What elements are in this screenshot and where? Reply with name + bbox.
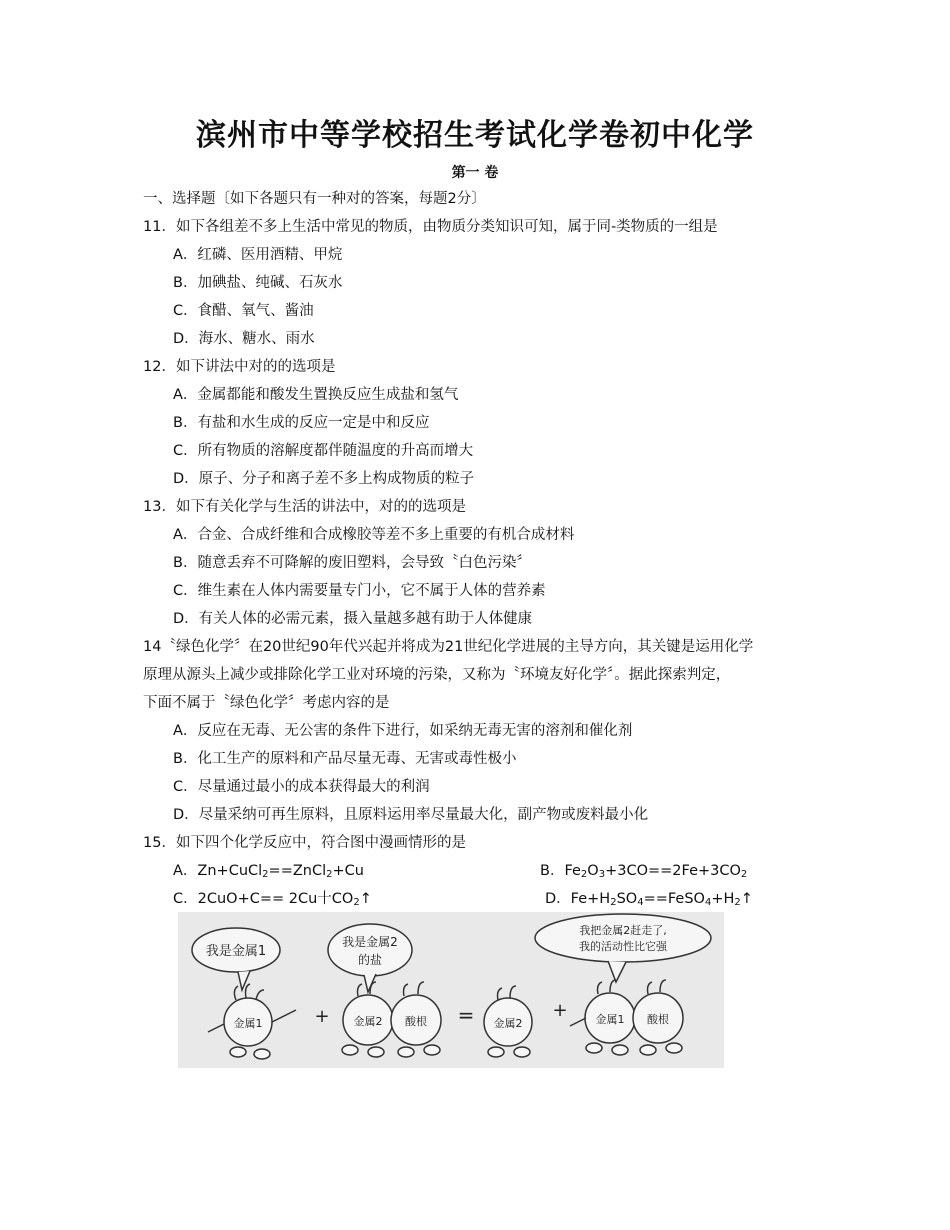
question-11-option-d: D．海水、糖水、雨水 [173, 331, 315, 347]
question-15-option-a: A．Zn+CuCl$_2$==ZnCl$_2$+Cu [173, 863, 364, 880]
question-14-stem-line: 原理从源头上减少或排除化学工业对环境的污染，又称为〝环境友好化学〞。据此探索判定， [143, 667, 731, 683]
question-14-option-a: A．反应在无毒、无公害的条件下进行，如采纳无毒无害的溶剂和催化剂 [173, 723, 633, 739]
character-label: 金属1 [233, 1017, 263, 1030]
bubble-2-text: 的盐 [357, 953, 383, 967]
question-13-stem: 13．如下有关化学与生活的讲法中，对的的选项是 [143, 499, 466, 515]
question-15-stem: 15．如下四个化学反应中，符合图中漫画情形的是 [143, 835, 466, 851]
question-12-option-d: D．原子、分子和离子差不多上构成物质的粒子 [173, 471, 475, 487]
question-14-stem-line: 14〝绿色化学〞在20世纪90年代兴起并将成为21世纪化学进展的主导方向，其关键是运用化学 [143, 639, 754, 655]
question-12-option-a: A．金属都能和酸发生置换反应生成盐和氢气 [173, 387, 459, 403]
question-12-option-b: B．有盐和水生成的反应一定是中和反应 [173, 415, 430, 431]
question-11-option-a: A．红磷、医用酒精、甲烷 [173, 247, 343, 263]
bubble-3-text: 我的活动性比它强 [579, 940, 667, 953]
character-label: 金属2 [493, 1017, 523, 1030]
volume-heading: 第一 卷 [451, 165, 499, 181]
character-label: 酸根 [405, 1015, 427, 1028]
question-11-option-c: C．食醋、氧气、酱油 [173, 303, 314, 319]
question-14-option-c: C．尽量通过最小的成本获得最大的利润 [173, 779, 430, 795]
reaction-cartoon [178, 912, 724, 1068]
question-15-option-b: B．$Fe_2O_3+3CO==2Fe+3CO_2$ [540, 863, 748, 880]
equals-sign: = [457, 1003, 475, 1027]
character-label: 金属1 [595, 1013, 625, 1026]
question-15-option-c: C．2CuO+C== 2Cu十$CO_2↑$ [173, 891, 372, 908]
question-14-stem-line: 下面不属于〝绿色化学〞考虑内容的是 [143, 695, 390, 711]
page-title: 滨州市中等学校招生考试化学卷初中化学 [196, 118, 754, 153]
bubble-3-text: 我把金属2赶走了, [579, 924, 667, 937]
question-11-stem: 11．如下各组差不多上生活中常见的物质，由物质分类知识可知，属于同-类物质的一组是 [143, 219, 718, 235]
character-label: 金属2 [353, 1015, 383, 1028]
plus-sign: + [314, 1006, 330, 1027]
section-heading: 一、选择题〔如下各题只有一种对的答案，每题2分〕 [143, 191, 486, 207]
question-15-option-d: D．$Fe+H_2SO_4==FeSO_4+H_2↑$ [545, 891, 753, 908]
question-13-option-a: A．合金、合成纤维和合成橡胶等差不多上重要的有机合成材料 [173, 527, 575, 543]
character-label: 酸根 [647, 1013, 669, 1026]
bubble-1-text: 我是金属1 [205, 944, 267, 959]
question-12-option-c: C．所有物质的溶解度都伴随温度的升高而增大 [173, 443, 474, 459]
question-14-option-b: B．化工生产的原料和产品尽量无毒、无害或毒性极小 [173, 751, 517, 767]
question-13-option-d: D．有关人体的必需元素，摄入量越多越有助于人体健康 [173, 611, 533, 627]
question-11-option-b: B．加碘盐、纯碱、石灰水 [173, 275, 343, 291]
question-13-option-c: C．维生素在人体内需要量专门小，它不属于人体的营养素 [173, 583, 546, 599]
plus-sign: + [552, 1000, 568, 1021]
question-12-stem: 12．如下讲法中对的的选项是 [143, 359, 336, 375]
question-13-option-b: B．随意丢弃不可降解的废旧塑料，会导致〝白色污染〞 [173, 555, 531, 571]
bubble-2-text: 我是金属2 [342, 935, 398, 949]
question-14-option-d: D．尽量采纳可再生原料，且原料运用率尽量最大化，副产物或废料最小化 [173, 807, 649, 823]
